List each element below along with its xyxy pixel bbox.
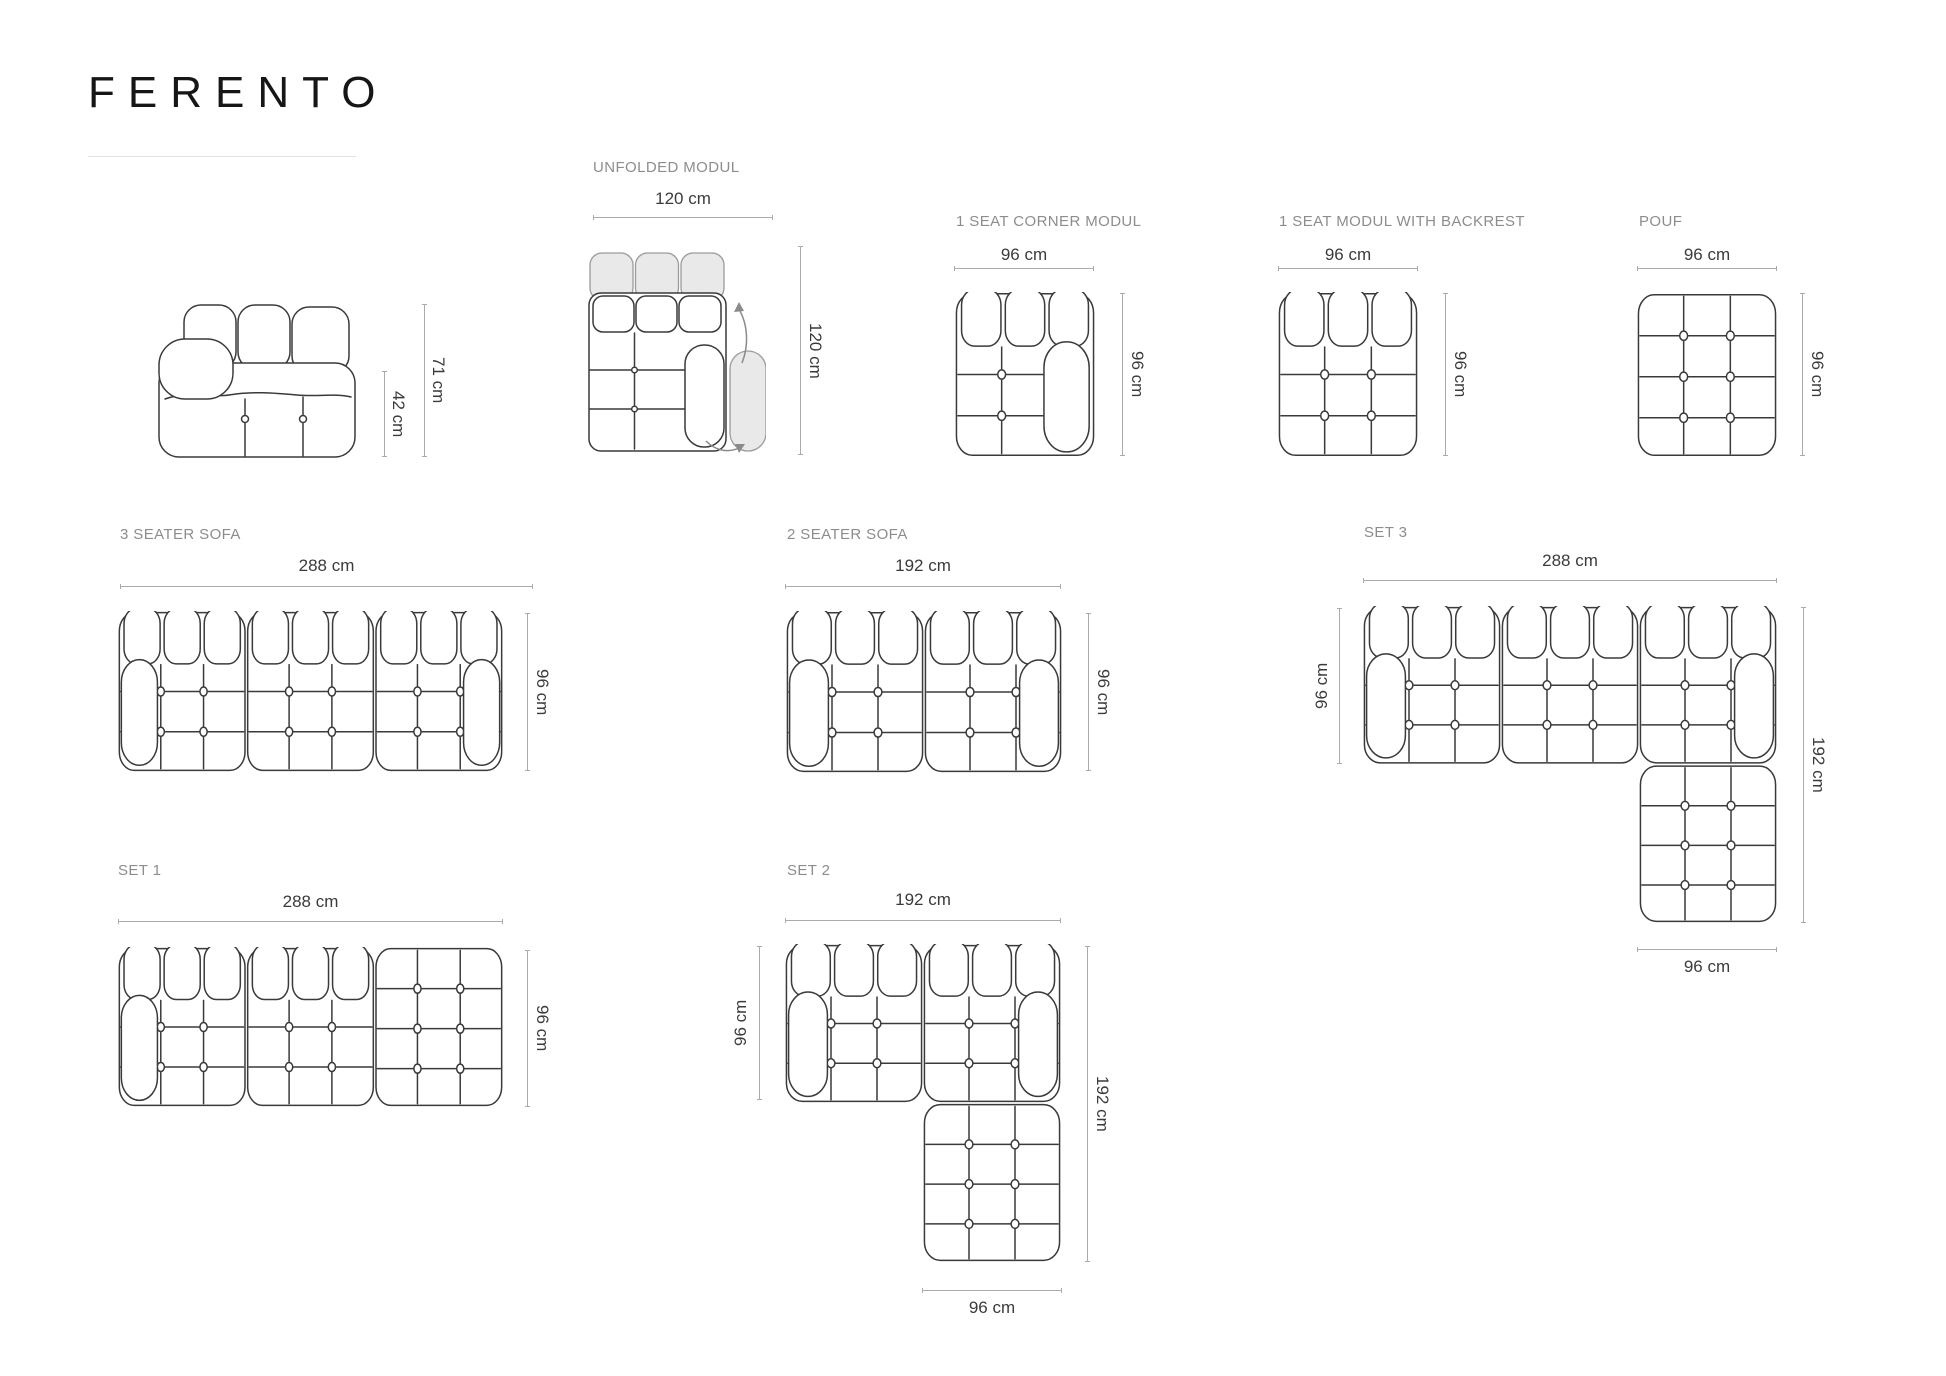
dimension-line <box>384 371 385 457</box>
armchair-front-drawing <box>157 303 357 459</box>
page-title: FERENTO <box>88 68 389 117</box>
set1-width-dim: 288 cm <box>282 892 339 911</box>
title-underline <box>88 156 356 157</box>
set1-drawing <box>118 947 503 1107</box>
dimension-line <box>922 1290 1062 1291</box>
dimension-line <box>1363 580 1777 581</box>
unfolded-width-dim: 120 cm <box>655 189 711 208</box>
armchair-height-dim: 71 cm <box>429 357 448 404</box>
corner-width-dim: 96 cm <box>1000 245 1048 264</box>
dimension-line <box>800 246 801 455</box>
dimension-line <box>1637 949 1777 950</box>
corner-module-label: 1 SEAT CORNER MODUL <box>956 213 1142 230</box>
set3-width-dim: 288 cm <box>1542 551 1598 570</box>
set3-drawing <box>1363 606 1777 923</box>
set2-width-dim: 192 cm <box>895 890 951 909</box>
dimension-line <box>1278 268 1418 269</box>
pouf-label: POUF <box>1639 213 1683 230</box>
backrest-module-label: 1 SEAT MODUL WITH BACKREST <box>1279 213 1525 230</box>
set3-label: SET 3 <box>1364 524 1408 541</box>
dimension-line <box>527 950 528 1107</box>
set3-depth-dim: 96 cm <box>1312 662 1331 710</box>
dimension-line <box>120 586 533 587</box>
dimension-line <box>759 946 760 1100</box>
three-seater-width-dim: 288 cm <box>298 556 355 575</box>
dimension-line <box>527 613 528 771</box>
backrest-module-width-dim: 96 cm <box>1324 245 1372 264</box>
dimension-line <box>1802 293 1803 456</box>
armchair-seat-height-dim: 42 cm <box>389 390 408 438</box>
set3-total-depth-dim: 192 cm <box>1809 737 1828 793</box>
set2-chaise-width-dim: 96 cm <box>968 1298 1016 1317</box>
dimension-line <box>1445 293 1446 456</box>
unfolded-module-drawing <box>588 245 766 455</box>
pouf-drawing <box>1637 293 1777 457</box>
dimension-line <box>593 217 773 218</box>
dimension-line <box>424 304 425 457</box>
dimension-line <box>785 586 1061 587</box>
set2-label: SET 2 <box>787 862 831 879</box>
corner-depth-dim: 96 cm <box>1128 351 1147 398</box>
dimension-line <box>1803 607 1804 923</box>
pouf-width-dim: 96 cm <box>1683 245 1731 264</box>
two-seater-drawing <box>786 611 1062 773</box>
three-seater-label: 3 SEATER SOFA <box>120 526 241 543</box>
three-seater-drawing <box>118 611 503 772</box>
three-seater-depth-dim: 96 cm <box>533 668 552 716</box>
dimension-line <box>1339 608 1340 764</box>
dimension-line <box>954 268 1094 269</box>
set2-depth-dim: 96 cm <box>731 999 750 1047</box>
corner-module-drawing <box>955 292 1095 457</box>
set3-chaise-width-dim: 96 cm <box>1683 957 1731 976</box>
dimension-line <box>1088 613 1089 771</box>
backrest-module-drawing <box>1278 292 1418 457</box>
dimension-line <box>118 921 503 922</box>
unfolded-depth-dim: 120 cm <box>806 322 825 379</box>
set2-drawing <box>785 944 1061 1262</box>
dimension-line <box>1087 946 1088 1262</box>
backrest-module-depth-dim: 96 cm <box>1451 351 1470 398</box>
set1-depth-dim: 96 cm <box>533 1005 552 1052</box>
dimension-line <box>785 920 1061 921</box>
pouf-depth-dim: 96 cm <box>1808 351 1827 398</box>
dimension-line <box>1122 293 1123 456</box>
two-seater-label: 2 SEATER SOFA <box>787 526 908 543</box>
two-seater-width-dim: 192 cm <box>895 556 951 575</box>
two-seater-depth-dim: 96 cm <box>1094 668 1113 716</box>
set1-label: SET 1 <box>118 862 162 879</box>
unfolded-module-label: UNFOLDED MODUL <box>593 159 740 176</box>
set2-total-depth-dim: 192 cm <box>1093 1076 1112 1132</box>
dimension-line <box>1637 268 1777 269</box>
